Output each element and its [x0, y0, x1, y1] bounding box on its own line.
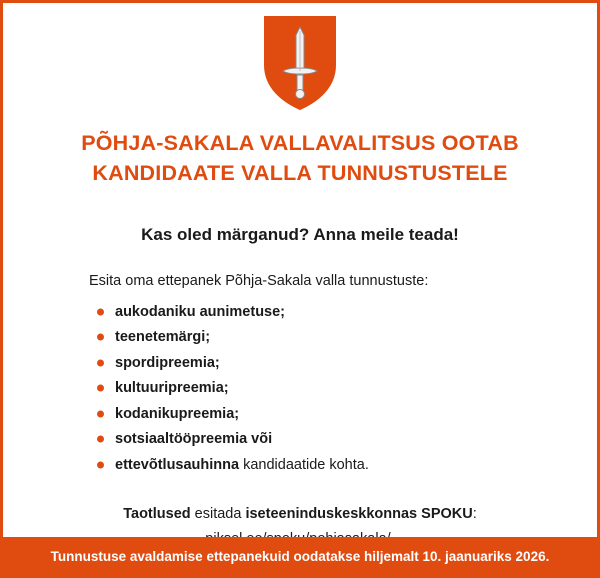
list-item-label: ettevõtlusauhinna [115, 456, 240, 473]
subheading: Kas oled märganud? Anna meile teada! [141, 224, 459, 244]
list-item-label: teenetemärgi; [115, 329, 211, 345]
list-item [115, 325, 519, 351]
list-item-label: kodanikupreemia; [115, 405, 240, 422]
application-service-name: iseteeninduskeskkonnas SPOKU [245, 505, 473, 522]
application-tail: : [472, 505, 477, 522]
bullet-icon [97, 385, 104, 392]
coat-of-arms [263, 15, 337, 111]
list-item [115, 350, 519, 376]
application-line [3, 502, 597, 527]
application-mid: esitada [190, 505, 246, 522]
bullet-icon [97, 436, 104, 443]
list-item [115, 401, 519, 427]
bullet-icon [97, 359, 104, 366]
page-title-line-2: KANDIDAATE VALLA TUNNUSTUSTELE [92, 160, 508, 185]
list-item-label: spordipreemia; [115, 354, 220, 371]
application-bold-lead: Taotlused [123, 505, 191, 522]
bullet-icon [97, 308, 104, 315]
body-block [89, 271, 519, 478]
bullet-icon [97, 334, 104, 341]
list-item [115, 452, 519, 478]
page-title-line-1: PÕHJA-SAKALA VALLAVALITSUS OOTAB [81, 131, 519, 155]
intro-text: Esita oma ettepanek Põhja-Sakala valla tunnustuste: [89, 272, 429, 289]
list-item-label: sotsiaaltööpreemia või [115, 431, 273, 447]
list-item [115, 427, 519, 453]
list-item-label: kultuuripreemia; [115, 380, 229, 396]
deadline-banner [3, 537, 597, 575]
list-item [115, 376, 519, 402]
list-item-rest: kandidaatide kohta. [239, 456, 369, 473]
bullet-icon [97, 461, 104, 468]
page-title [30, 129, 570, 188]
deadline-text: Tunnustuse avaldamise ettepanekuid oodatakse hiljemalt 10. jaanuariks 2026. [50, 548, 550, 564]
list-item [115, 299, 519, 325]
award-list [89, 299, 519, 478]
coat-of-arms-sword-shield-icon [263, 15, 337, 111]
list-item-label: aukodaniku aunimetuse; [115, 303, 286, 320]
bullet-icon [97, 410, 104, 417]
